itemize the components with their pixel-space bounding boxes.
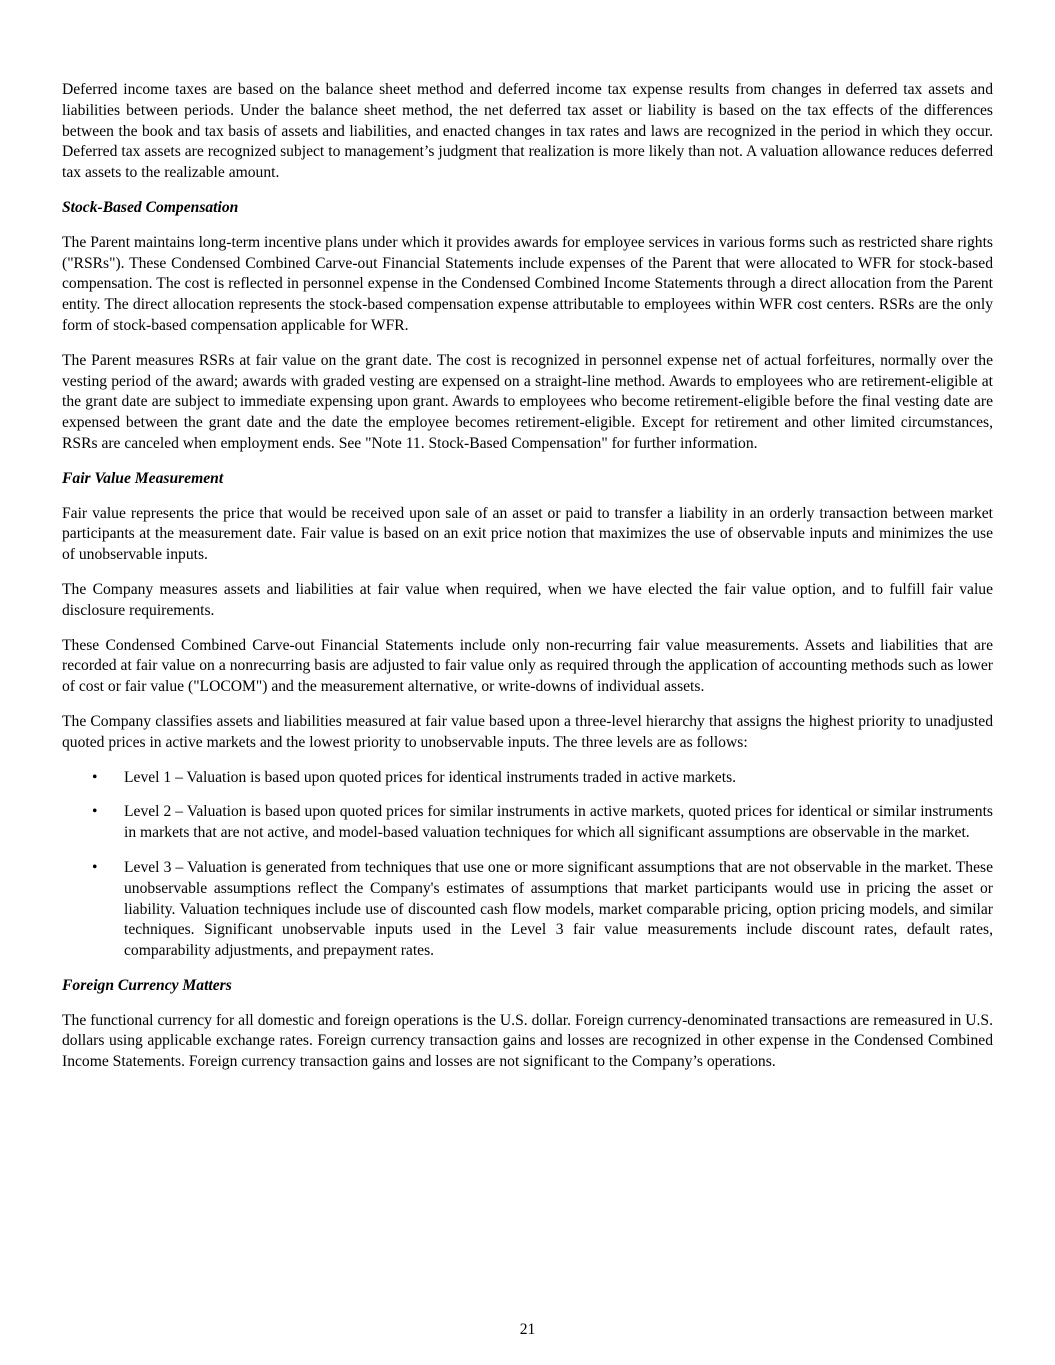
fair-value-heading: Fair Value Measurement bbox=[62, 469, 224, 487]
level-3-text: Level 3 – Valuation is generated from techniques that use one or more significant assumptions that are not observable in the market. These unobservable assumptions reflect the Company's estimates of assumptions that market participants would use in pricing the asset or liability. Valuation techniques include use of discounted cash flow models, market comparable pricing, option pricing models, and similar techniques. Significant unobservable inputs used in the Level 3 fair value measurements include discount rates, default rates, comparability adjustments, and prepayment rates. bbox=[124, 858, 993, 960]
foreign-currency-heading: Foreign Currency Matters bbox=[62, 976, 232, 994]
stock-comp-paragraph-1: The Parent maintains long-term incentive plans under which it provides awards for employee services in various forms such as restricted share rights ("RSRs"). These Condensed Combined Carve-out Financial Statements include expenses of the Parent that were allocated to WFR for stock-based compensation. The cost is reflected in personnel expense in the Condensed Combined Income Statements through a direct allocation from the Parent entity. The direct allocation represents the stock-based compensation expense attributable to employees within WFR cost centers. RSRs are the only form of stock-based compensation applicable for WFR. bbox=[62, 233, 993, 334]
level-2-bullet bbox=[62, 802, 993, 844]
page-number: 21 bbox=[519, 1321, 536, 1338]
fair-value-paragraph-2: The Company measures assets and liabilities at fair value when required, when we have elected the fair value option, and to fulfill fair value disclosure requirements. bbox=[62, 580, 993, 619]
level-2-text: Level 2 – Valuation is based upon quoted prices for similar instruments in active markets, quoted prices for identical or similar instruments in markets that are not active, and model-based valuation techniques for which all significant assumptions are observable in the market. bbox=[124, 803, 993, 842]
foreign-currency-paragraph: The functional currency for all domestic and foreign operations is the U.S. dollar. Foreign currency-denominated transactions are remeasured in U.S. dollars using applicable exchange rates. Foreign currency transaction gains and losses are recognized in other expense in the Condensed Combined Income Statements. Foreign currency transaction gains and losses are not significant to the Company’s operations. bbox=[62, 1011, 993, 1071]
fair-value-paragraph-3: These Condensed Combined Carve-out Financial Statements include only non-recurring fair value measurements. Assets and liabilities that are recorded at fair value on a nonrecurring basis are adjusted to fair value only as required through the application of accounting methods such as lower of cost or fair value ("LOCOM") and the measurement alternative, or write-downs of individual assets. bbox=[62, 636, 993, 696]
document-page bbox=[62, 80, 993, 1087]
stock-comp-paragraph-2: The Parent measures RSRs at fair value on the grant date. The cost is recognized in personnel expense net of actual forfeitures, normally over the vesting period of the award; awards with graded vesting are expensed on a straight-line method. Awards to employees who are retirement-eligible at the grant date are subject to immediate expensing upon grant. Awards to employees who become retirement-eligible before the final vesting date are expensed between the grant date and the date the employee becomes retirement-eligible. Except for retirement and other limited circumstances, RSRs are canceled when employment ends. See "Note 11. Stock-Based Compensation" for further information. bbox=[62, 351, 993, 452]
bullet-icon: • bbox=[92, 858, 98, 876]
level-1-bullet bbox=[62, 768, 993, 789]
bullet-icon: • bbox=[92, 768, 98, 786]
stock-based-compensation-heading: Stock-Based Compensation bbox=[62, 198, 239, 216]
level-3-bullet bbox=[62, 858, 993, 962]
fair-value-paragraph-4: The Company classifies assets and liabilities measured at fair value based upon a three-level hierarchy that assigns the highest priority to unadjusted quoted prices in active markets and the lowest priority to unobservable inputs. The three levels are as follows: bbox=[62, 712, 993, 751]
deferred-taxes-paragraph: Deferred income taxes are based on the balance sheet method and deferred income tax expense results from changes in deferred tax assets and liabilities between periods. Under the balance sheet method, the net deferred tax asset or liability is based on the tax effects of the differences between the book and tax basis of assets and liabilities, and enacted changes in tax rates and laws are recognized in the period in which they occur. Deferred tax assets are recognized subject to management’s judgment that realization is more likely than not. A valuation allowance reduces deferred tax assets to the realizable amount. bbox=[62, 81, 993, 182]
fair-value-paragraph-1: Fair value represents the price that would be received upon sale of an asset or paid to transfer a liability in an orderly transaction between market participants at the measurement date. Fair value is based on an exit price notion that maximizes the use of observable inputs and minimizes the use of unobservable inputs. bbox=[62, 504, 993, 564]
level-1-text: Level 1 – Valuation is based upon quoted prices for identical instruments traded in active markets. bbox=[124, 768, 737, 786]
bullet-icon: • bbox=[92, 803, 98, 821]
